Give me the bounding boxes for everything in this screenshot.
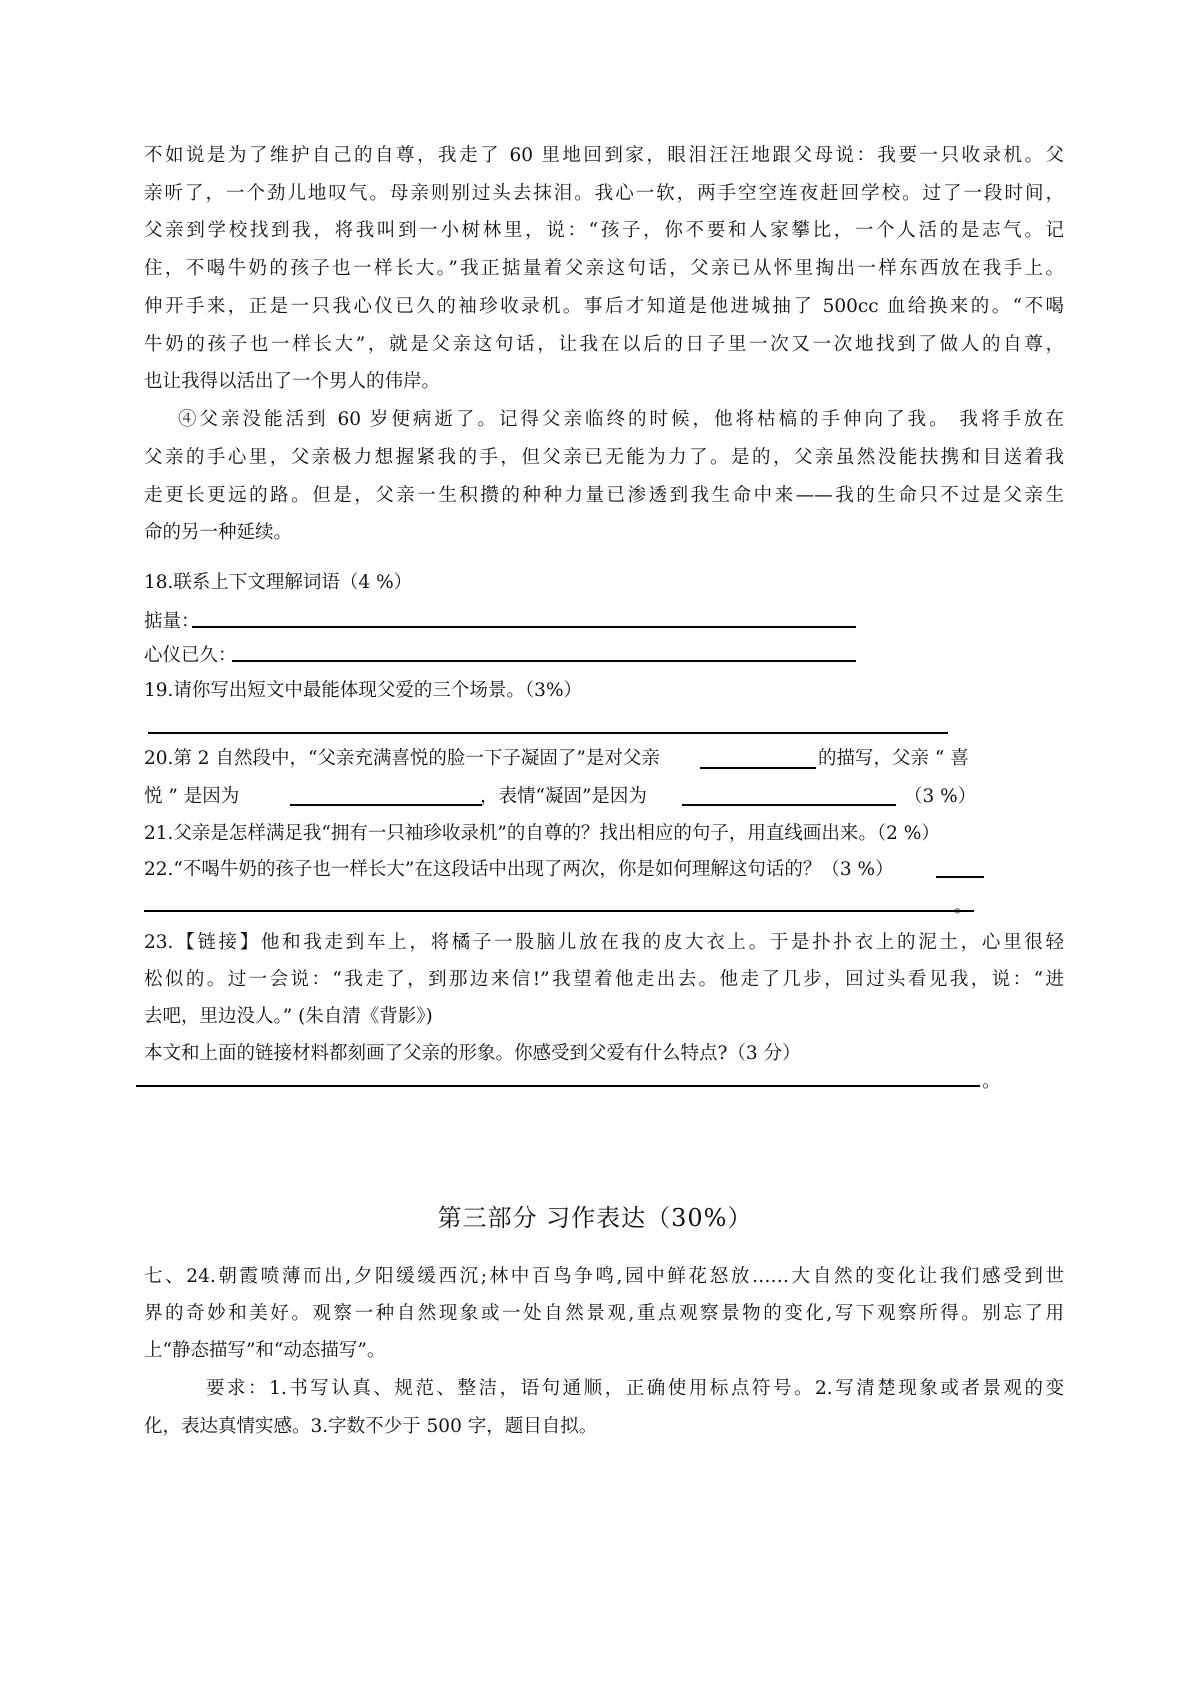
passage-line: 也让我得以活出了一个男人的伟岸。	[144, 371, 441, 392]
question-21: 21.父亲是怎样满足我“拥有一只袖珍收录机”的自尊的？找出相应的句子，用直线画出来。（2 %）	[144, 823, 940, 844]
question-22-period: 。	[954, 896, 973, 917]
section-heading: 第三部分 习作表达（30%）	[437, 1204, 753, 1232]
question-18-a-label: 掂量：	[144, 611, 200, 632]
answer-line-20c[interactable]	[682, 804, 896, 806]
question-23-line: 松似的。过一会说：“我走了，到那边来信!”我望着他走出去。他走了几步，回过头看见我，说：“进	[144, 969, 1064, 990]
requirement-line: 要求：1.书写认真、规范、整洁，语句通顺，正确使用标点符号。2.写清楚现象或者景观的变	[206, 1378, 1064, 1399]
answer-line-23[interactable]	[136, 1085, 980, 1087]
question-20-text-b: 的描写，父亲 “ 喜	[818, 748, 969, 769]
question-20-line2	[144, 778, 1064, 816]
question-23-line: 23.【链接】他和我走到车上，将橘子一股脑儿放在我的皮大衣上。于是扑扑衣上的泥土，心里很轻	[144, 932, 1064, 953]
passage-line: 伸开手来，正是一只我心仪已久的袖珍收录机。事后才知道是他进城抽了 500cc 血给换来的。“不喝	[144, 296, 1064, 317]
requirement-line: 化，表达真情实感。3.字数不少于 500 字，题目自拟。	[144, 1416, 598, 1437]
question-20-text-d: ，表情“凝固”是因为	[480, 786, 647, 807]
answer-line-22a[interactable]	[936, 876, 984, 878]
question-18-b-label: 心仪已久：	[144, 645, 237, 666]
question-19: 19.请你写出短文中最能体现父爱的三个场景。（3%）	[144, 680, 583, 701]
passage-line: ④父亲没能活到 60 岁便病逝了。记得父亲临终的时候，他将枯槁的手伸向了我。 我将手放在	[178, 409, 1064, 430]
passage-line: 牛奶的孩子也一样长大”，就是父亲这句话，让我在以后的日子里一次又一次地找到了做人的自尊，	[144, 334, 1064, 355]
question-18-title: 18.联系上下文理解词语（4 %）	[144, 572, 413, 593]
passage-line: 父亲的手心里，父亲极力想握紧我的手，但父亲已无能为力了。是的，父亲虽然没能扶携和目送着我	[144, 447, 1064, 468]
answer-line-18a[interactable]	[192, 626, 856, 628]
answer-line-18b[interactable]	[232, 660, 856, 662]
answer-line-20a[interactable]	[700, 767, 816, 769]
passage-line: 命的另一种延续。	[144, 522, 293, 543]
question-20-line1	[144, 740, 1064, 778]
answer-line-22b[interactable]	[144, 910, 974, 912]
question-20-text-a: 20.第 2 自然段中，“父亲充满喜悦的脸一下子凝固了”是对父亲	[144, 748, 660, 769]
passage-line: 不如说是为了维护自己的自尊，我走了 60 里地回到家，眼泪汪汪地跟父母说：我要一只收录机。父	[144, 145, 1064, 166]
question-23-line: 去吧，里边没人。” (朱自清《背影》)	[144, 1006, 433, 1027]
question-24-line: 七、24.朝霞喷薄而出,夕阳缓缓西沉;林中百鸟争鸣,园中鲜花怒放……大自然的变化让我们感受到世	[144, 1266, 1064, 1287]
question-20-text-c: 悦 ” 是因为	[144, 786, 240, 807]
passage-line: 父亲到学校找到我，将我叫到一小树林里，说：“孩子，你不要和人家攀比，一个人活的是志气。记	[144, 220, 1064, 241]
passage-line: 走更长更远的路。但是，父亲一生积攒的种种力量已渗透到我生命中来——我的生命只不过是父亲生	[144, 485, 1064, 506]
question-23-period: 。	[982, 1071, 1001, 1092]
question-23-prompt: 本文和上面的链接材料都刻画了父亲的形象。你感受到父爱有什么特点?（3 分）	[144, 1043, 801, 1064]
question-24-line: 界的奇妙和美好。观察一种自然现象或一处自然景观,重点观察景物的变化,写下观察所得。别忘了用	[144, 1303, 1064, 1324]
question-24-line: 上“静态描写”和“动态描写”。	[144, 1340, 386, 1361]
answer-line-20b[interactable]	[290, 804, 482, 806]
passage-line: 亲听了，一个劲儿地叹气。母亲则别过头去抹泪。我心一软，两手空空连夜赶回学校。过了一段时间，	[144, 183, 1064, 204]
question-22: 22.“不喝牛奶的孩子也一样长大”在这段话中出现了两次，你是如何理解这句话的？（3 %）	[144, 859, 894, 880]
answer-line-19[interactable]	[148, 732, 948, 734]
question-20-text-e: （3 %）	[904, 786, 977, 807]
passage-line: 住，不喝牛奶的孩子也一样长大。”我正掂量着父亲这句话，父亲已从怀里掏出一样东西放在我手上。	[144, 258, 1064, 279]
